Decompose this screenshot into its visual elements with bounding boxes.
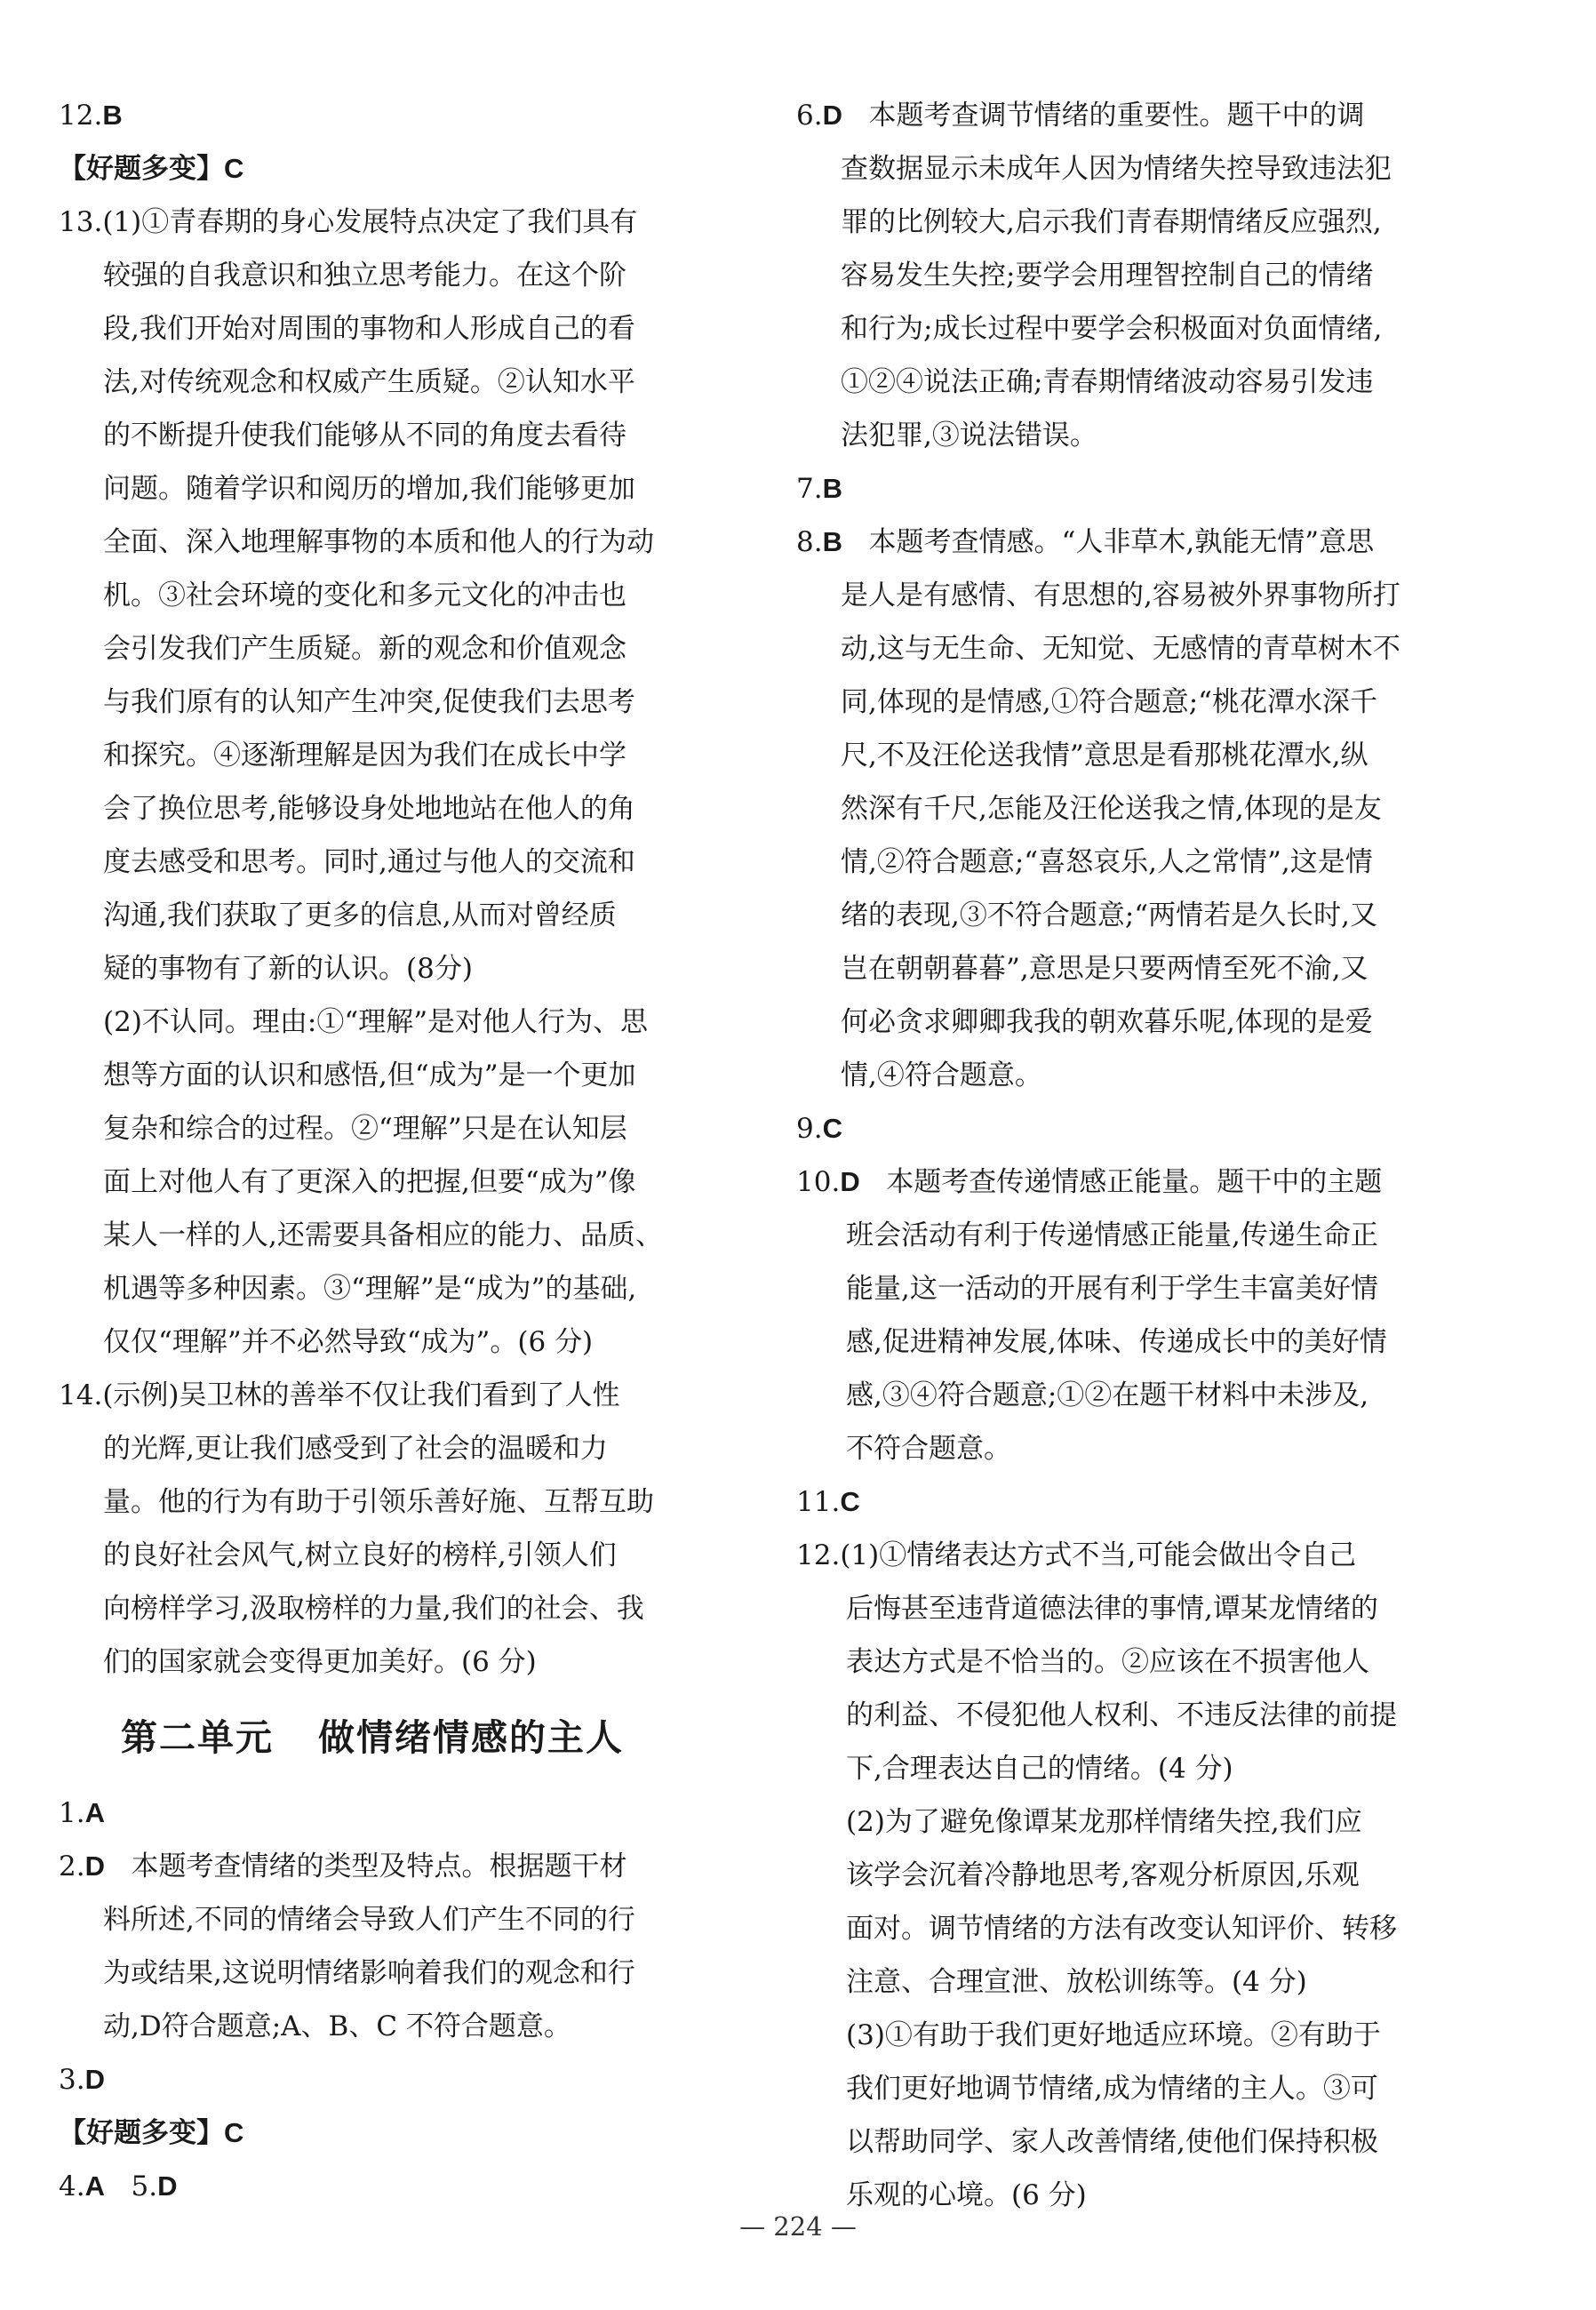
question-number: 11. xyxy=(796,1486,841,1518)
right-column xyxy=(796,89,1454,2222)
question-number: 1. xyxy=(59,1797,85,1829)
answer-text-line: 何必贪求卿卿我我的朝欢暮乐呢,体现的是爱 xyxy=(841,1006,1373,1038)
answer-text-line: 法犯罪,③说法错误。 xyxy=(841,420,1097,452)
answer-text-line: 本题考查传递情感正能量。题干中的主题 xyxy=(886,1166,1383,1198)
question-number: 12. xyxy=(796,1539,841,1571)
variant-label: 【好题多变】 xyxy=(59,2117,224,2149)
answer-text-line: 动,这与无生命、无知觉、无感情的青草树木不 xyxy=(841,633,1400,665)
answer-text-line: 想等方面的认识和感悟,但“成为”是一个更加 xyxy=(103,1059,636,1091)
answer-text-line: 面对。调节情绪的方法有改变认知评价、转移 xyxy=(846,1913,1397,1945)
answer-text-line: 会引发我们产生质疑。新的观念和价值观念 xyxy=(103,633,626,665)
answer-text-line: 仅仅“理解”并不必然导致“成为”。(6 分) xyxy=(103,1326,594,1358)
answer-text-line: 疑的事物有了新的认识。(8分) xyxy=(103,953,473,985)
answer-text-line: (1)①情绪表达方式不当,可能会做出令自己 xyxy=(840,1539,1357,1571)
answer-text-line: 料所述,不同的情绪会导致人们产生不同的行 xyxy=(103,1904,635,1936)
question-number: 13. xyxy=(59,206,103,238)
answer-text-line: (2)不认同。理由:①“理解”是对他人行为、思 xyxy=(103,1006,649,1038)
answer-text-line: 注意、合理宣泄、放松训练等。(4 分) xyxy=(846,1966,1307,1998)
answer-text-line: 班会活动有利于传递情感正能量,传递生命正 xyxy=(846,1219,1378,1251)
answer-letter: B xyxy=(822,473,842,504)
answer-text-line: 感,③④符合题意;①②在题干材料中未涉及, xyxy=(846,1379,1369,1411)
answer-12-right xyxy=(796,1529,1454,2222)
answer-letter: D xyxy=(84,1850,105,1882)
answer-text-line: 向榜样学习,汲取榜样的力量,我们的社会、我 xyxy=(103,1593,644,1625)
answer-14 xyxy=(59,1369,721,1689)
question-number: 14. xyxy=(59,1379,103,1411)
answer-text-line: 本题考查情感。“人非草木,孰能无情”意思 xyxy=(868,526,1375,558)
answer-text-line: 罪的比例较大,启示我们青春期情绪反应强烈, xyxy=(841,206,1382,238)
answer-text-line: 绪的表现,③不符合题意;“两情若是久长时,又 xyxy=(841,899,1377,931)
answer-text-line: 是人是有感情、有思想的,容易被外界事物所打 xyxy=(841,579,1400,611)
answer-letter: B xyxy=(822,526,842,557)
answer-letter: A xyxy=(84,1797,105,1828)
answer-text-line: 机。③社会环境的变化和多元文化的冲击也 xyxy=(103,579,626,611)
answer-text-line: 和行为;成长过程中要学会积极面对负面情绪, xyxy=(841,313,1383,345)
answer-9 xyxy=(796,1102,1454,1155)
answer-11 xyxy=(796,1475,1454,1529)
answer-text-line: 以帮助同学、家人改善情绪,使他们保持积极 xyxy=(846,2126,1378,2158)
answer-text-line: 机遇等多种因素。③“理解”是“成为”的基础, xyxy=(103,1273,637,1305)
answer-2 xyxy=(59,1840,721,2053)
answer-text-line: (2)为了避免像谭某龙那样情绪失控,我们应 xyxy=(846,1806,1362,1838)
answer-text-line: 问题。随着学识和阅历的增加,我们能够更加 xyxy=(103,473,635,505)
answer-letter: D xyxy=(840,1166,860,1197)
answer-text-line: 我们更好地调节情绪,成为情绪的主人。③可 xyxy=(846,2073,1378,2105)
answer-letter: C xyxy=(224,153,244,184)
answer-text-line: 的良好社会风气,树立良好的榜样,引领人们 xyxy=(103,1539,617,1571)
answer-text-line: 情,④符合题意。 xyxy=(841,1059,1042,1091)
question-number: 10. xyxy=(796,1166,841,1198)
answer-text-line: 度去感受和思考。同时,通过与他人的交流和 xyxy=(103,846,635,878)
question-number: 4. xyxy=(59,2170,85,2202)
answer-text-line: 段,我们开始对周围的事物和人形成自己的看 xyxy=(103,313,635,345)
answer-text-line: 的利益、不侵犯他人权利、不违反法律的前提 xyxy=(846,1699,1397,1731)
answer-text-line: 与我们原有的认知产生冲突,促使我们去思考 xyxy=(103,686,635,718)
answer-text-line: 表达方式是不恰当的。②应该在不损害他人 xyxy=(846,1646,1369,1678)
answer-letter: C xyxy=(224,2117,244,2148)
answer-text-line: 较强的自我意识和独立思考能力。在这个阶 xyxy=(103,260,626,292)
question-number: 3. xyxy=(59,2064,85,2096)
answer-3 xyxy=(59,2053,721,2106)
section-title xyxy=(59,1689,721,1786)
answer-text-line: 同,体现的是情感,①符合题意;“桃花潭水深千 xyxy=(841,686,1377,718)
answer-letter: D xyxy=(822,100,842,131)
answer-text-line: 本题考查调节情绪的重要性。题干中的调 xyxy=(868,100,1365,132)
answer-text-line: 们的国家就会变得更加美好。(6 分) xyxy=(103,1646,537,1678)
question-number: 5. xyxy=(131,2170,158,2202)
answer-10 xyxy=(796,1155,1454,1475)
answer-text-line: (1)①青春期的身心发展特点决定了我们具有 xyxy=(102,206,638,238)
answer-text-line: (3)①有助于我们更好地适应环境。②有助于 xyxy=(846,2019,1381,2051)
question-number: 7. xyxy=(796,473,823,505)
answer-12 xyxy=(59,89,721,142)
answer-text-line: 和探究。④逐渐理解是因为我们在成长中学 xyxy=(103,739,626,771)
answer-text-line: 查数据显示未成年人因为情绪失控导致违法犯 xyxy=(841,153,1392,185)
answer-letter: C xyxy=(840,1486,860,1517)
answer-13 xyxy=(59,196,721,1369)
answer-text-line: 的不断提升使我们能够从不同的角度去看待 xyxy=(103,420,626,452)
answer-text-line: 的光辉,更让我们感受到了社会的温暖和力 xyxy=(103,1433,608,1465)
page-number: — 224 — xyxy=(739,2211,857,2242)
answer-text-line: (示例)吴卫林的善举不仅让我们看到了人性 xyxy=(102,1379,620,1411)
answer-text-line: 尺,不及汪伦送我情”意思是看那桃花潭水,纵 xyxy=(841,739,1369,771)
answer-text-line: 为或结果,这说明情绪影响着我们的观念和行 xyxy=(103,1957,635,1989)
answer-text-line: 不符合题意。 xyxy=(846,1433,1011,1465)
answer-text-line: ①②④说法正确;青春期情绪波动容易引发违 xyxy=(841,366,1374,398)
unit-label: 第二单元 xyxy=(121,1716,274,1759)
answer-letter: D xyxy=(157,2170,178,2202)
question-number: 2. xyxy=(59,1850,85,1882)
answer-letter: C xyxy=(822,1113,842,1144)
question-number: 12. xyxy=(59,100,103,132)
question-number: 6. xyxy=(796,100,823,132)
answer-text-line: 复杂和综合的过程。②“理解”只是在认知层 xyxy=(103,1113,627,1145)
answer-text-line: 量。他的行为有助于引领乐善好施、互帮互助 xyxy=(103,1486,654,1518)
answer-text-line: 能量,这一活动的开展有利于学生丰富美好情 xyxy=(846,1273,1378,1305)
answer-text-line: 法,对传统观念和权威产生质疑。②认知水平 xyxy=(103,366,635,398)
answer-text-line: 情,②符合题意;“喜怒哀乐,人之常情”,这是情 xyxy=(841,846,1373,878)
unit-name: 做情绪情感的主人 xyxy=(318,1716,624,1759)
left-column xyxy=(59,89,721,2213)
answer-letter: D xyxy=(84,2064,105,2095)
question-number: 9. xyxy=(796,1113,823,1145)
answer-4-5 xyxy=(59,2160,721,2213)
answer-text-line: 岂在朝朝暮暮”,意思是只要两情至死不渝,又 xyxy=(841,953,1369,985)
answer-text-line: 后悔甚至违背道德法律的事情,谭某龙情绪的 xyxy=(846,1593,1378,1625)
answer-6 xyxy=(796,89,1454,462)
answer-text-line: 全面、深入地理解事物的本质和他人的行为动 xyxy=(103,526,654,558)
variant-answer-1 xyxy=(59,142,721,196)
variant-label: 【好题多变】 xyxy=(59,153,224,185)
answer-text-line: 动,D符合题意;A、B、C 不符合题意。 xyxy=(103,2010,571,2042)
answer-text-line: 会了换位思考,能够设身处地地站在他人的角 xyxy=(103,793,635,825)
answer-text-line: 本题考查情绪的类型及特点。根据题干材 xyxy=(131,1850,627,1882)
answer-text-line: 沟通,我们获取了更多的信息,从而对曾经质 xyxy=(103,899,617,931)
answer-text-line: 容易发生失控;要学会用理智控制自己的情绪 xyxy=(841,260,1374,292)
answer-7 xyxy=(796,462,1454,516)
answer-8 xyxy=(796,516,1454,1102)
answer-text-line: 下,合理表达自己的情绪。(4 分) xyxy=(846,1753,1233,1785)
question-number: 8. xyxy=(796,526,823,558)
answer-text-line: 该学会沉着冷静地思考,客观分析原因,乐观 xyxy=(846,1859,1360,1891)
answer-text-line: 感,促进精神发展,体味、传递成长中的美好情 xyxy=(846,1326,1387,1358)
variant-answer-2 xyxy=(59,2106,721,2160)
answer-letter: A xyxy=(84,2170,105,2202)
answer-text-line: 然深有千尺,怎能及汪伦送我之情,体现的是友 xyxy=(841,793,1382,825)
answer-text-line: 面上对他人有了更深入的把握,但要“成为”像 xyxy=(103,1166,636,1198)
answer-text-line: 乐观的心境。(6 分) xyxy=(846,2179,1087,2211)
answer-1 xyxy=(59,1786,721,1840)
answer-text-line: 某人一样的人,还需要具备相应的能力、品质、 xyxy=(103,1219,663,1251)
answer-letter: B xyxy=(102,100,123,131)
